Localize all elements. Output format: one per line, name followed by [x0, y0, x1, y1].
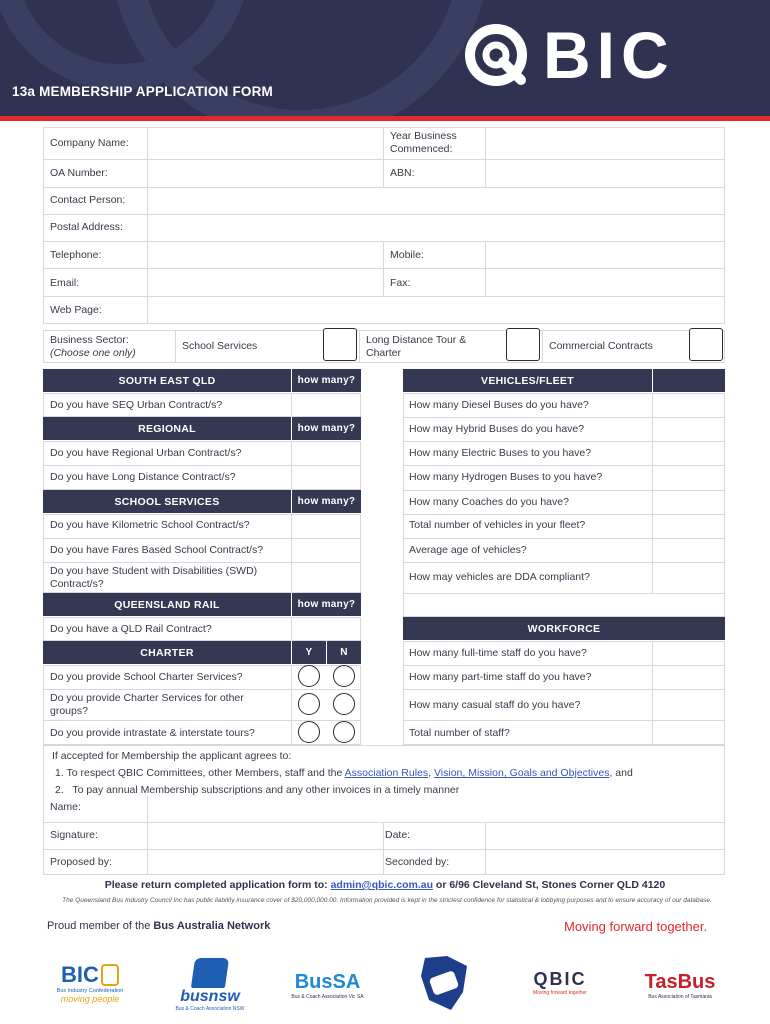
busnsw-logo-text: busnsw: [180, 988, 240, 1005]
charter-q2-line2: groups?: [50, 705, 88, 717]
bic-logo: [45, 955, 135, 1010]
regional-q1-field[interactable]: [292, 442, 360, 464]
postal-address-label: Postal Address:: [50, 221, 123, 233]
mobile-label: Mobile:: [390, 249, 424, 261]
qbic-small-logo: [515, 962, 605, 1002]
workforce-q2-field[interactable]: [653, 666, 724, 688]
charter-yes-header: Y: [292, 641, 326, 664]
vehicles-q2: How may Hybrid Buses do you have?: [409, 423, 585, 435]
bus-front-icon: [191, 958, 229, 988]
oa-number-field[interactable]: [148, 160, 382, 186]
vehicles-q5-field[interactable]: [653, 491, 724, 513]
vehicles-q6-field[interactable]: [653, 515, 724, 537]
q-logo-icon: [463, 22, 529, 88]
return-address: or 6/96 Cleveland St, Stones Corner QLD 4120: [432, 879, 666, 891]
charter-q1-yes-radio[interactable]: [298, 665, 320, 687]
year-business-label: Year Business Commenced:: [390, 130, 457, 155]
seq-header: SOUTH EAST QLD: [43, 369, 291, 392]
contact-person-field[interactable]: [148, 188, 724, 213]
rail-q1-field[interactable]: [292, 618, 360, 640]
date-field[interactable]: [486, 823, 724, 848]
vehicles-q5: How many Coaches do you have?: [409, 496, 569, 508]
long-distance-checkbox[interactable]: [506, 328, 540, 361]
bic-logo-tagline: moving people: [60, 993, 120, 1004]
bussa-logo-text: BusSA: [294, 970, 361, 993]
return-instructions: [0, 879, 770, 891]
workforce-q1-field[interactable]: [653, 642, 724, 664]
regional-q2: Do you have Long Distance Contract/s?: [50, 471, 236, 483]
vehicles-q4: How many Hydrogen Buses to you have?: [409, 471, 603, 483]
return-text: Please return completed application form to:: [104, 879, 331, 891]
regional-q2-field[interactable]: [292, 466, 360, 489]
agreement-item-1-suffix: , and: [609, 767, 633, 779]
charter-no-header: N: [327, 641, 361, 664]
bus-icon: [101, 964, 119, 986]
date-label: Date:: [385, 829, 411, 841]
school-q2: Do you have Fares Based School Contract/s?: [50, 544, 264, 556]
long-distance-option-line2: Charter: [366, 347, 402, 359]
name-field[interactable]: [148, 797, 724, 821]
seq-how-many: how many?: [292, 369, 361, 392]
web-page-label: Web Page:: [50, 304, 102, 316]
vehicles-q7-field[interactable]: [653, 539, 724, 561]
tasbus-logo: [635, 965, 725, 1005]
agreement-item-1-separator: ,: [428, 767, 434, 779]
seconded-label: Seconded by:: [385, 856, 450, 868]
school-q1: Do you have Kilometric School Contract/s?: [50, 519, 250, 531]
bic-logo-text: BIC: [61, 961, 99, 987]
vehicles-q8: How may vehicles are DDA compliant?: [409, 571, 590, 583]
school-how-many: how many?: [292, 490, 361, 513]
vehicles-q4-field[interactable]: [653, 466, 724, 489]
regional-q1: Do you have Regional Urban Contract/s?: [50, 447, 242, 459]
bussa-logo: [285, 965, 370, 1005]
charter-q1: Do you provide School Charter Services?: [50, 671, 243, 683]
company-name-field[interactable]: [148, 128, 382, 158]
vision-mission-link[interactable]: Vision, Mission, Goals and Objectives: [433, 767, 610, 779]
charter-q3: Do you provide intrastate & interstate tours?: [50, 727, 255, 739]
fax-field[interactable]: [486, 269, 724, 295]
oa-number-label: OA Number:: [50, 167, 108, 179]
bussa-logo-sub: Bus & Coach Association Vic SA: [291, 993, 364, 1000]
rail-header: QUEENSLAND RAIL: [43, 593, 291, 616]
map-bus-logo: [415, 950, 475, 1015]
year-business-field[interactable]: [486, 128, 724, 158]
disclaimer-text: The Queensland Bus Industry Council Inc has public liability insurance cover of $20,000,000.00. Information provided is kept in the strictest confidence for statistical & lobbying purposes and to ensure accuracy of our database.: [62, 897, 712, 904]
busnsw-logo-sub: Bus & Coach Association NSW: [175, 1006, 245, 1012]
header-red-line: [0, 116, 770, 121]
school-q3: Do you have Student with Disabilities (SWD): [50, 565, 258, 577]
name-label: Name:: [50, 801, 81, 813]
agreement-item-1: [55, 767, 633, 780]
charter-header: CHARTER: [43, 641, 291, 664]
workforce-q4-field[interactable]: [653, 721, 724, 744]
association-rules-link[interactable]: Association Rules: [344, 767, 429, 779]
tasbus-logo-sub: Bus Association of Tasmania: [648, 993, 712, 1000]
long-distance-option: Long Distance Tour &: [366, 334, 467, 346]
vehicles-q6: Total number of vehicles in your fleet?: [409, 519, 586, 531]
vehicles-q1-field[interactable]: [653, 394, 724, 416]
school-q3-field[interactable]: [292, 563, 360, 592]
bus-australia-network: Bus Australia Network: [153, 920, 271, 932]
email-field[interactable]: [148, 269, 382, 295]
seq-q1-field[interactable]: [292, 394, 360, 416]
school-q2-field[interactable]: [292, 539, 360, 561]
charter-q3-no-radio[interactable]: [333, 721, 355, 743]
telephone-label: Telephone:: [50, 249, 102, 261]
vehicles-q8-field[interactable]: [653, 563, 724, 592]
seconded-field[interactable]: [486, 850, 724, 874]
vehicles-q7: Average age of vehicles?: [409, 544, 527, 556]
company-name-label: Company Name:: [50, 137, 129, 149]
regional-header: REGIONAL: [43, 417, 291, 440]
regional-how-many: how many?: [292, 417, 361, 440]
business-sector-label: Business Sector:: [50, 334, 129, 346]
workforce-header: WORKFORCE: [403, 617, 725, 640]
vehicles-header: VEHICLES/FLEET: [403, 369, 652, 392]
signature-label: Signature:: [50, 829, 98, 841]
qbic-small-logo-sub: Moving forward together: [533, 989, 587, 996]
vehicles-q2-field[interactable]: [653, 418, 724, 440]
form-title: 13a MEMBERSHIP APPLICATION FORM: [12, 84, 273, 99]
signature-field[interactable]: [148, 823, 382, 848]
contact-person-label: Contact Person:: [50, 194, 126, 206]
charter-q3-yes-radio[interactable]: [298, 721, 320, 743]
seq-q1: Do you have SEQ Urban Contract/s?: [50, 399, 223, 411]
email-label: Email:: [50, 277, 80, 289]
fax-label: Fax:: [390, 277, 411, 289]
decor-arc: [110, 0, 490, 121]
mobile-field[interactable]: [486, 242, 724, 267]
school-q3-line2: Contract/s?: [50, 578, 104, 590]
charter-q2-yes-radio[interactable]: [298, 693, 320, 715]
workforce-q1: How many full-time staff do you have?: [409, 647, 587, 659]
vehicles-header-blank: [653, 369, 725, 392]
rail-how-many: how many?: [292, 593, 361, 616]
vehicles-q1: How many Diesel Buses do you have?: [409, 399, 589, 411]
agreement-item-1-text: 1. To respect QBIC Committees, other Members, staff and the: [55, 767, 345, 779]
workforce-q4: Total number of staff?: [409, 727, 510, 739]
header-banner: [0, 0, 770, 121]
school-q1-field[interactable]: [292, 515, 360, 537]
commercial-contracts-checkbox[interactable]: [689, 328, 723, 361]
commercial-contracts-option: Commercial Contracts: [549, 340, 653, 352]
abn-field[interactable]: [486, 160, 724, 186]
admin-email-link[interactable]: admin@qbic.com.au: [330, 879, 433, 891]
agreement-item-2: 2. To pay annual Membership subscriptions and any other invoices in a timely manner: [55, 784, 460, 796]
web-page-field[interactable]: [148, 297, 724, 323]
tasbus-logo-text: TasBus: [644, 970, 716, 993]
bic-logo-sub: Bus Industry Confederation: [56, 987, 124, 994]
business-sector-hint: (Choose one only): [50, 347, 136, 359]
agreement-intro: If accepted for Membership the applicant agrees to:: [52, 750, 292, 762]
charter-q2-no-radio[interactable]: [333, 693, 355, 715]
proud-member-text: Proud member of the: [47, 920, 154, 932]
abn-label: ABN:: [390, 167, 415, 179]
logo-word: BIC: [543, 18, 675, 92]
qbic-small-logo-text: QBIC: [533, 968, 587, 989]
busnsw-logo: [165, 955, 255, 1015]
vehicles-q3: How many Electric Buses to you have?: [409, 447, 592, 459]
proud-member: [47, 920, 270, 932]
rail-q1: Do you have a QLD Rail Contract?: [50, 623, 212, 635]
telephone-field[interactable]: [148, 242, 382, 267]
school-services-checkbox[interactable]: [323, 328, 357, 361]
qbic-logo: [463, 18, 675, 92]
workforce-q3-field[interactable]: [653, 690, 724, 719]
proposed-label: Proposed by:: [50, 856, 112, 868]
workforce-q2: How many part-time staff do you have?: [409, 671, 592, 683]
proposed-field[interactable]: [148, 850, 382, 874]
vehicles-q3-field[interactable]: [653, 442, 724, 464]
school-header: SCHOOL SERVICES: [43, 490, 291, 513]
workforce-q3: How many casual staff do you have?: [409, 699, 581, 711]
charter-q2: Do you provide Charter Services for other: [50, 692, 244, 704]
school-services-option: School Services: [182, 340, 258, 352]
postal-address-field[interactable]: [148, 215, 724, 240]
tagline: Moving forward together.: [564, 919, 708, 934]
charter-q1-no-radio[interactable]: [333, 665, 355, 687]
